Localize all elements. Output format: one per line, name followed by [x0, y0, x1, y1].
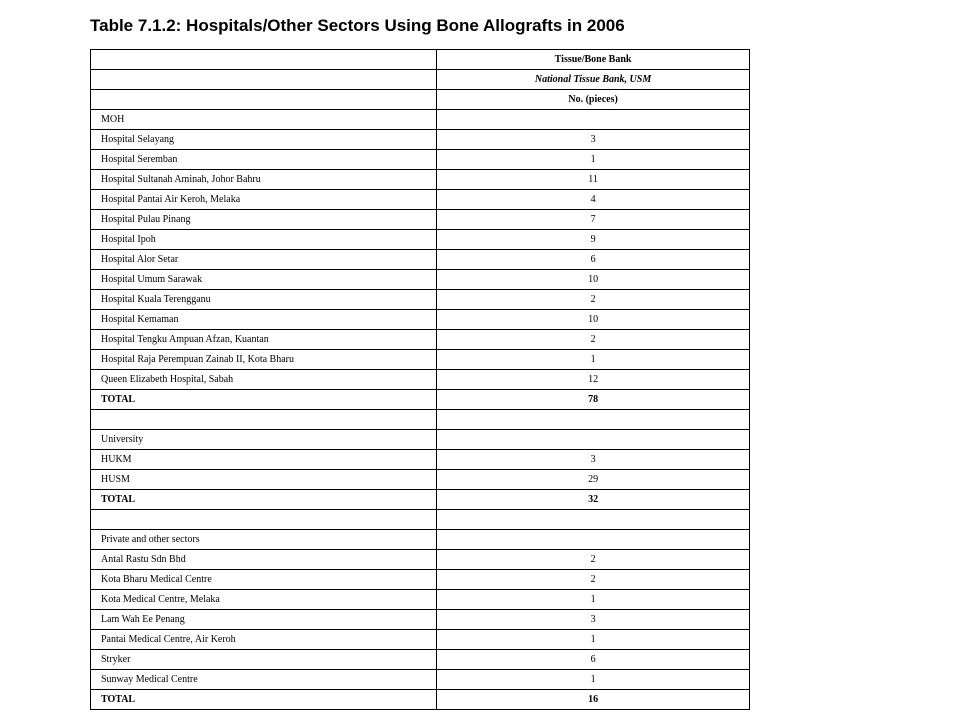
- header-unit: No. (pieces): [437, 90, 750, 110]
- table-row: [91, 290, 750, 310]
- table-row: [91, 330, 750, 350]
- row-label: Kota Bharu Medical Centre: [91, 570, 437, 590]
- table-row: [91, 470, 750, 490]
- row-label: Sunway Medical Centre: [91, 670, 437, 690]
- table-row: [91, 590, 750, 610]
- row-value: 2: [437, 570, 750, 590]
- table-row: [91, 190, 750, 210]
- row-label: Antal Rastu Sdn Bhd: [91, 550, 437, 570]
- row-label: Pantai Medical Centre, Air Keroh: [91, 630, 437, 650]
- row-value: 3: [437, 130, 750, 150]
- row-value: 78: [437, 390, 750, 410]
- row-label: Lam Wah Ee Penang: [91, 610, 437, 630]
- row-value: [437, 510, 750, 530]
- row-label: Hospital Umum Sarawak: [91, 270, 437, 290]
- table-row: [91, 370, 750, 390]
- row-value: 12: [437, 370, 750, 390]
- header-row-unit: [91, 90, 750, 110]
- row-label: Hospital Kuala Terengganu: [91, 290, 437, 310]
- row-label: Hospital Raja Perempuan Zainab II, Kota Bharu: [91, 350, 437, 370]
- table-row: [91, 150, 750, 170]
- table-row: [91, 130, 750, 150]
- row-value: 29: [437, 470, 750, 490]
- row-value: 2: [437, 330, 750, 350]
- table-row: [91, 250, 750, 270]
- row-label: Kota Medical Centre, Melaka: [91, 590, 437, 610]
- table-title: Table 7.1.2: Hospitals/Other Sectors Using Bone Allografts in 2006: [90, 16, 625, 35]
- row-label: Hospital Kemaman: [91, 310, 437, 330]
- table-row: [91, 450, 750, 470]
- row-value: 1: [437, 590, 750, 610]
- table-row: [91, 650, 750, 670]
- row-value: [437, 530, 750, 550]
- row-value: 3: [437, 610, 750, 630]
- row-value: 16: [437, 690, 750, 710]
- row-value: 10: [437, 310, 750, 330]
- table-row: [91, 230, 750, 250]
- row-label: University: [91, 430, 437, 450]
- row-label: Hospital Pulau Pinang: [91, 210, 437, 230]
- table-row: [91, 430, 750, 450]
- row-label: TOTAL: [91, 490, 437, 510]
- total-row: [91, 390, 750, 410]
- row-label: Queen Elizabeth Hospital, Sabah: [91, 370, 437, 390]
- row-value: [437, 430, 750, 450]
- row-label: HUSM: [91, 470, 437, 490]
- row-label: Hospital Ipoh: [91, 230, 437, 250]
- row-value: 6: [437, 250, 750, 270]
- table-row: [91, 310, 750, 330]
- row-label: Private and other sectors: [91, 530, 437, 550]
- row-label: TOTAL: [91, 390, 437, 410]
- table-row: [91, 170, 750, 190]
- row-label: Hospital Alor Setar: [91, 250, 437, 270]
- row-value: 10: [437, 270, 750, 290]
- row-label: Hospital Tengku Ampuan Afzan, Kuantan: [91, 330, 437, 350]
- row-value: 3: [437, 450, 750, 470]
- row-label: Hospital Pantai Air Keroh, Melaka: [91, 190, 437, 210]
- row-label: TOTAL: [91, 690, 437, 710]
- table-row: [91, 210, 750, 230]
- row-label: [91, 410, 437, 430]
- header-blank-cell: [91, 90, 437, 110]
- row-value: 9: [437, 230, 750, 250]
- row-value: [437, 410, 750, 430]
- row-label: Hospital Sultanah Aminah, Johor Bahru: [91, 170, 437, 190]
- header-bank-name: National Tissue Bank, USM: [437, 70, 750, 90]
- table-row: [91, 270, 750, 290]
- header-row-bank-name: [91, 70, 750, 90]
- table-row: [91, 630, 750, 650]
- table-row: [91, 410, 750, 430]
- table-row: [91, 670, 750, 690]
- row-value: 2: [437, 290, 750, 310]
- row-value: 11: [437, 170, 750, 190]
- table-row: [91, 110, 750, 130]
- row-value: 1: [437, 150, 750, 170]
- header-blank-cell: [91, 70, 437, 90]
- header-blank-cell: [91, 50, 437, 70]
- table-row: [91, 550, 750, 570]
- row-value: 1: [437, 670, 750, 690]
- row-label: MOH: [91, 110, 437, 130]
- table-row: [91, 530, 750, 550]
- total-row: [91, 490, 750, 510]
- row-value: 1: [437, 350, 750, 370]
- table-row: [91, 350, 750, 370]
- header-bank: Tissue/Bone Bank: [437, 50, 750, 70]
- row-value: 7: [437, 210, 750, 230]
- table-row: [91, 510, 750, 530]
- total-row: [91, 690, 750, 710]
- table-row: [91, 570, 750, 590]
- row-value: [437, 110, 750, 130]
- row-label: Stryker: [91, 650, 437, 670]
- row-label: Hospital Selayang: [91, 130, 437, 150]
- row-label: Hospital Seremban: [91, 150, 437, 170]
- row-value: 32: [437, 490, 750, 510]
- allograft-table: [90, 49, 750, 710]
- header-row-bank: [91, 50, 750, 70]
- row-label: HUKM: [91, 450, 437, 470]
- row-value: 1: [437, 630, 750, 650]
- table-row: [91, 610, 750, 630]
- row-label: [91, 510, 437, 530]
- row-value: 2: [437, 550, 750, 570]
- row-value: 6: [437, 650, 750, 670]
- row-value: 4: [437, 190, 750, 210]
